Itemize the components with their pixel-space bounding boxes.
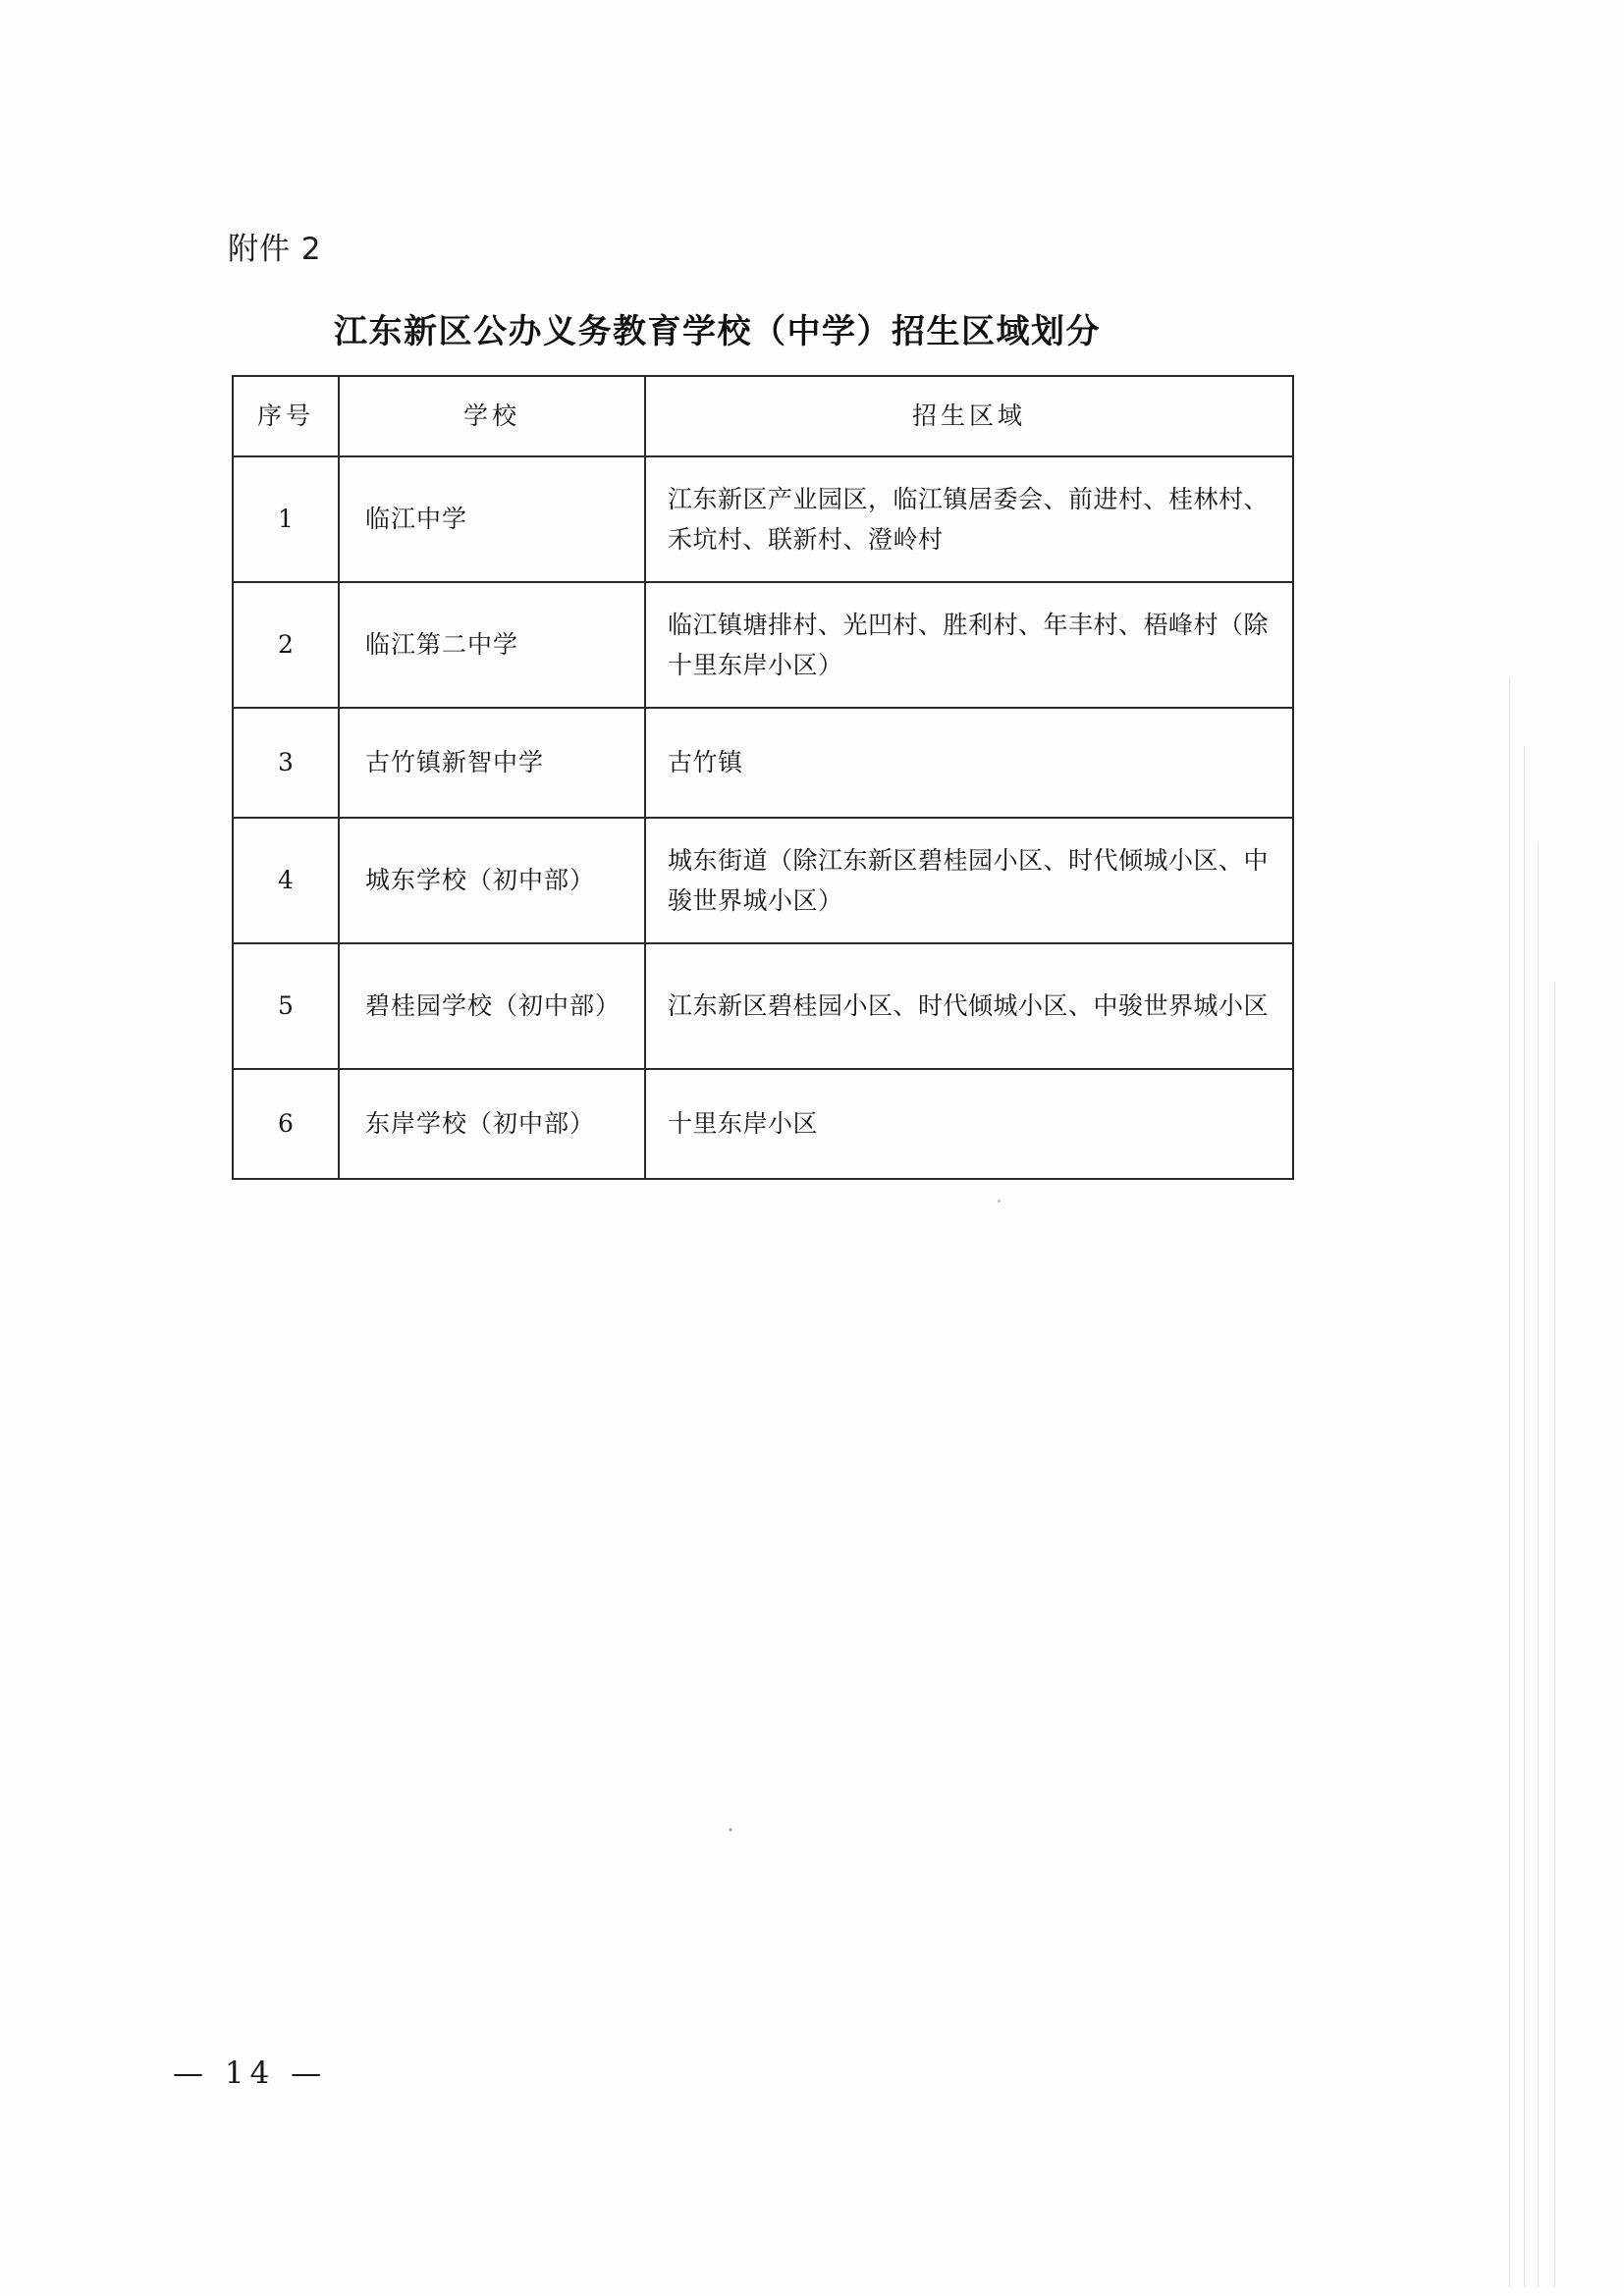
cell-school: 碧桂园学校（初中部） [339,943,645,1069]
cell-zone: 十里东岸小区 [645,1069,1293,1179]
enrollment-zone-table [232,375,1294,1180]
table-body [233,456,1293,1179]
cell-zone: 城东街道（除江东新区碧桂园小区、时代倾城小区、中骏世界城小区） [645,818,1293,943]
table-row [233,456,1293,582]
table-row [233,818,1293,943]
table-row [233,708,1293,818]
table-header [233,376,1293,456]
cell-zone: 江东新区碧桂园小区、时代倾城小区、中骏世界城小区 [645,943,1293,1069]
cell-no: 1 [233,456,339,582]
page-number: — 14 — [173,2056,328,2091]
table-row [233,943,1293,1069]
scan-artifact-line [1509,677,1510,2287]
cell-zone: 临江镇塘排村、光凹村、胜利村、年丰村、梧峰村（除十里东岸小区） [645,582,1293,708]
cell-no: 3 [233,708,339,818]
table-row [233,582,1293,708]
column-header-zone: 招生区域 [645,376,1293,456]
page-title: 江东新区公办义务教育学校（中学）招生区域划分 [334,312,1101,351]
cell-school: 临江第二中学 [339,582,645,708]
scan-speck [729,1828,732,1832]
cell-no: 4 [233,818,339,943]
cell-school: 古竹镇新智中学 [339,708,645,818]
cell-no: 5 [233,943,339,1069]
scan-artifact-line [1538,844,1539,2287]
scan-artifact-line [1524,746,1525,2287]
cell-no: 2 [233,582,339,708]
table-row [233,1069,1293,1179]
cell-no: 6 [233,1069,339,1179]
cell-zone: 古竹镇 [645,708,1293,818]
table-header-row [233,376,1293,456]
column-header-no: 序号 [233,376,339,456]
attachment-label: 附件 2 [228,232,322,267]
scan-speck [998,1200,1001,1202]
cell-school: 东岸学校（初中部） [339,1069,645,1179]
column-header-school: 学校 [339,376,645,456]
cell-zone: 江东新区产业园区，临江镇居委会、前进村、桂林村、禾坑村、联新村、澄岭村 [645,456,1293,582]
cell-school: 城东学校（初中部） [339,818,645,943]
scan-artifact-line [1554,982,1555,2287]
cell-school: 临江中学 [339,456,645,582]
